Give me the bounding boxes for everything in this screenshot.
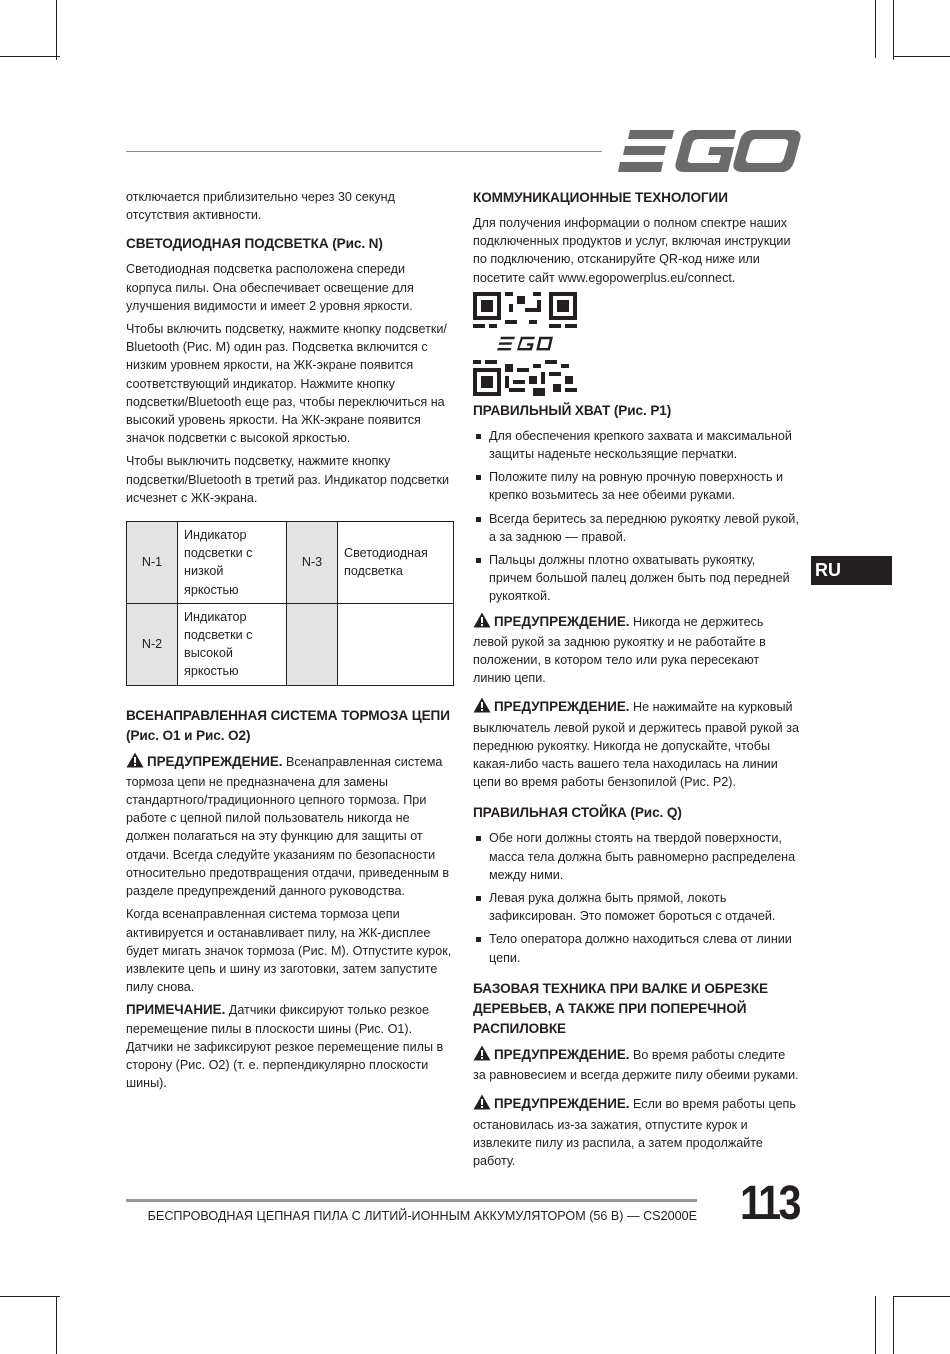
warning-label: ПРЕДУПРЕЖДЕНИЕ. bbox=[494, 699, 630, 715]
warning-icon bbox=[473, 697, 491, 718]
crop-mark bbox=[893, 1296, 950, 1297]
list-item: Положите пилу на ровную прочную поверхность и крепко возьмитесь за нее обеими руками. bbox=[473, 468, 800, 504]
crop-mark bbox=[893, 1296, 894, 1354]
felling-heading: БАЗОВАЯ ТЕХНИКА ПРИ ВАЛКЕ И ОБРЕЗКЕ ДЕРЕВЬЕВ, А ТАКЖЕ ПРИ ПОПЕРЕЧНОЙ РАСПИЛОВКЕ bbox=[473, 980, 768, 1036]
legend-table bbox=[126, 521, 454, 686]
warning-icon bbox=[473, 1094, 491, 1115]
warning-icon bbox=[473, 1045, 491, 1066]
crop-mark bbox=[56, 0, 57, 60]
ego-logo bbox=[616, 128, 802, 174]
crop-mark bbox=[893, 56, 950, 57]
legend-desc: Индикатор подсветки с высокой яркостью bbox=[178, 603, 287, 685]
note-text: Датчики фиксируют только резкое перемещение пилы в плоскости шины (Рис. O1). Датчики не зафиксируют резкое перемещение пилы в сторону (Рис. O2) (т. е. перпендикулярно плоскости шины). bbox=[126, 1003, 444, 1091]
stance-list bbox=[473, 829, 800, 966]
comm-heading: КОММУНИКАЦИОННЫЕ ТЕХНОЛОГИИ bbox=[473, 190, 728, 205]
note-label: ПРИМЕЧАНИЕ. bbox=[126, 1002, 226, 1018]
list-item: Обе ноги должны стоять на твердой поверхности, масса тела должна быть равномерно распределена между ними. bbox=[473, 829, 800, 884]
warning-icon bbox=[473, 612, 491, 633]
warning-label: ПРЕДУПРЕЖДЕНИЕ. bbox=[494, 613, 630, 629]
warning-label: ПРЕДУПРЕЖДЕНИЕ. bbox=[147, 753, 283, 769]
legend-code-empty bbox=[287, 603, 338, 685]
warning-text: Во время работы следите за равновесием и всегда держите пилу обеими руками. bbox=[473, 1047, 799, 1083]
warning-label: ПРЕДУПРЕЖДЕНИЕ. bbox=[494, 1046, 630, 1062]
stance-heading: ПРАВИЛЬНАЯ СТОЙКА (Рис. Q) bbox=[473, 805, 682, 821]
legend-code: N-1 bbox=[127, 522, 178, 604]
legend-desc: Светодиодная подсветка bbox=[338, 522, 454, 604]
list-item: Левая рука должна быть прямой, локоть зафиксирован. Это поможет бороться с отдачей. bbox=[473, 889, 800, 925]
led-paragraph-1: Светодиодная подсветка расположена спереди корпуса пилы. Она обеспечивает освещение для улучшения видимости и имеет 2 уровня яркости. bbox=[126, 262, 414, 313]
qr-code-icon[interactable] bbox=[473, 292, 577, 396]
warning-text: Не нажимайте на курковый выключатель левой рукой и держитесь правой рукой за переднюю рукоятку. Никогда не допускайте, чтобы какая-либо часть вашего тела находилась на линии цепи во время работы бензопилой (Рис. P2). bbox=[473, 700, 799, 790]
crop-mark bbox=[893, 0, 894, 60]
brake-warning bbox=[126, 752, 454, 901]
warning-label: ПРЕДУПРЕЖДЕНИЕ. bbox=[494, 1096, 630, 1112]
grip-heading: ПРАВИЛЬНЫЙ ХВАТ (Рис. P1) bbox=[473, 402, 672, 418]
legend-desc-empty bbox=[338, 603, 454, 685]
language-tab: RU bbox=[811, 556, 892, 585]
felling-warning-2 bbox=[473, 1094, 800, 1170]
crop-mark bbox=[56, 1296, 57, 1354]
legend-desc: Индикатор подсветки с низкой яркостью bbox=[178, 522, 287, 604]
crop-mark bbox=[0, 56, 60, 57]
brake-heading: ВСЕНАПРАВЛЕННАЯ СИСТЕМА ТОРМОЗА ЦЕПИ (Рис. O1 и Рис. O2) bbox=[126, 707, 450, 743]
grip-warning-1 bbox=[473, 612, 800, 688]
crop-mark bbox=[0, 1296, 60, 1297]
grip-list bbox=[473, 427, 800, 606]
warning-text: Всенаправленная система тормоза цепи не предназначена для замены стандартного/традиционного цепного тормоза. При работе с цепной пилой пользователь никогда не должен полагаться на эту функцию для защиты от отдачи. Всегда следуйте указаниям по безопасности относительно предотвращения отдачи, приведенным в разделе предупреждений данного руководства. bbox=[126, 754, 450, 899]
list-item: Тело оператора должно находиться слева от линии цепи. bbox=[473, 930, 800, 966]
header-rule bbox=[126, 151, 602, 152]
left-column bbox=[126, 188, 454, 1097]
footer-title: БЕСПРОВОДНАЯ ЦЕПНАЯ ПИЛА С ЛИТИЙ-ИОННЫМ АККУМУЛЯТОРОМ (56 В) — CS2000E bbox=[147, 1209, 697, 1223]
page-number: 113 bbox=[740, 1177, 799, 1230]
comm-text: Для получения информации о полном спектре наших подключенных продуктов и услуг, включая инструкции по подключению, отсканируйте QR-код ниже или посетите сайт www.egopowerplus.eu/connect. bbox=[473, 216, 791, 285]
led-paragraph-2: Чтобы включить подсветку, нажмите кнопку подсветки/ Bluetooth (Рис. M) один раз. Подсветка включится с низким уровнем яркости, на ЖК-экране появится соответствующий индикатор. Нажмите кнопку подсветки/Bluetooth еще раз, чтобы переключиться на высокий уровень яркости. На ЖК-экране появится значок подсветки с высокой яркостью. bbox=[126, 322, 447, 446]
crop-mark bbox=[875, 0, 876, 58]
legend-code: N-3 bbox=[287, 522, 338, 604]
brake-note bbox=[126, 1001, 454, 1092]
warning-text: Никогда не держитесь левой рукой за заднюю рукоятку и не работайте в положении, в котором тело или рука пересекают линию цепи. bbox=[473, 614, 766, 686]
list-item: Всегда беритесь за переднюю рукоятку левой рукой, а за заднюю — правой. bbox=[473, 510, 800, 546]
legend-code: N-2 bbox=[127, 603, 178, 685]
intro-text: отключается приблизительно через 30 секунд отсутствия активности. bbox=[126, 190, 395, 223]
warning-text: Если во время работы цепь остановилась из-за зажатия, отпустите курок и извлеките пилу из распила, а затем продолжайте работу. bbox=[473, 1097, 796, 1168]
table-row bbox=[127, 522, 454, 604]
grip-warning-2 bbox=[473, 697, 800, 791]
led-paragraph-3: Чтобы выключить подсветку, нажмите кнопку подсветки/Bluetooth в третий раз. Индикатор подсветки исчезнет с ЖК-экрана. bbox=[126, 454, 450, 505]
right-column bbox=[473, 188, 800, 1175]
list-item: Пальцы должны плотно охватывать рукоятку, причем большой палец должен быть под передней рукояткой. bbox=[473, 551, 800, 606]
table-row bbox=[127, 603, 454, 685]
footer-rule bbox=[126, 1199, 697, 1202]
brake-paragraph: Когда всенаправленная система тормоза цепи активируется и останавливает пилу, на ЖК-дисплее будет мигать значок тормоза (Рис. M). Отпустите курок, извлеките цепь и шину из заготовки, затем запустите пилу снова. bbox=[126, 907, 452, 995]
led-heading: СВЕТОДИОДНАЯ ПОДСВЕТКА (Рис. N) bbox=[126, 236, 383, 252]
warning-icon bbox=[126, 752, 144, 773]
felling-warning-1 bbox=[473, 1045, 800, 1084]
crop-mark bbox=[875, 1296, 876, 1354]
list-item: Для обеспечения крепкого захвата и максимальной защиты наденьте нескользящие перчатки. bbox=[473, 427, 800, 463]
